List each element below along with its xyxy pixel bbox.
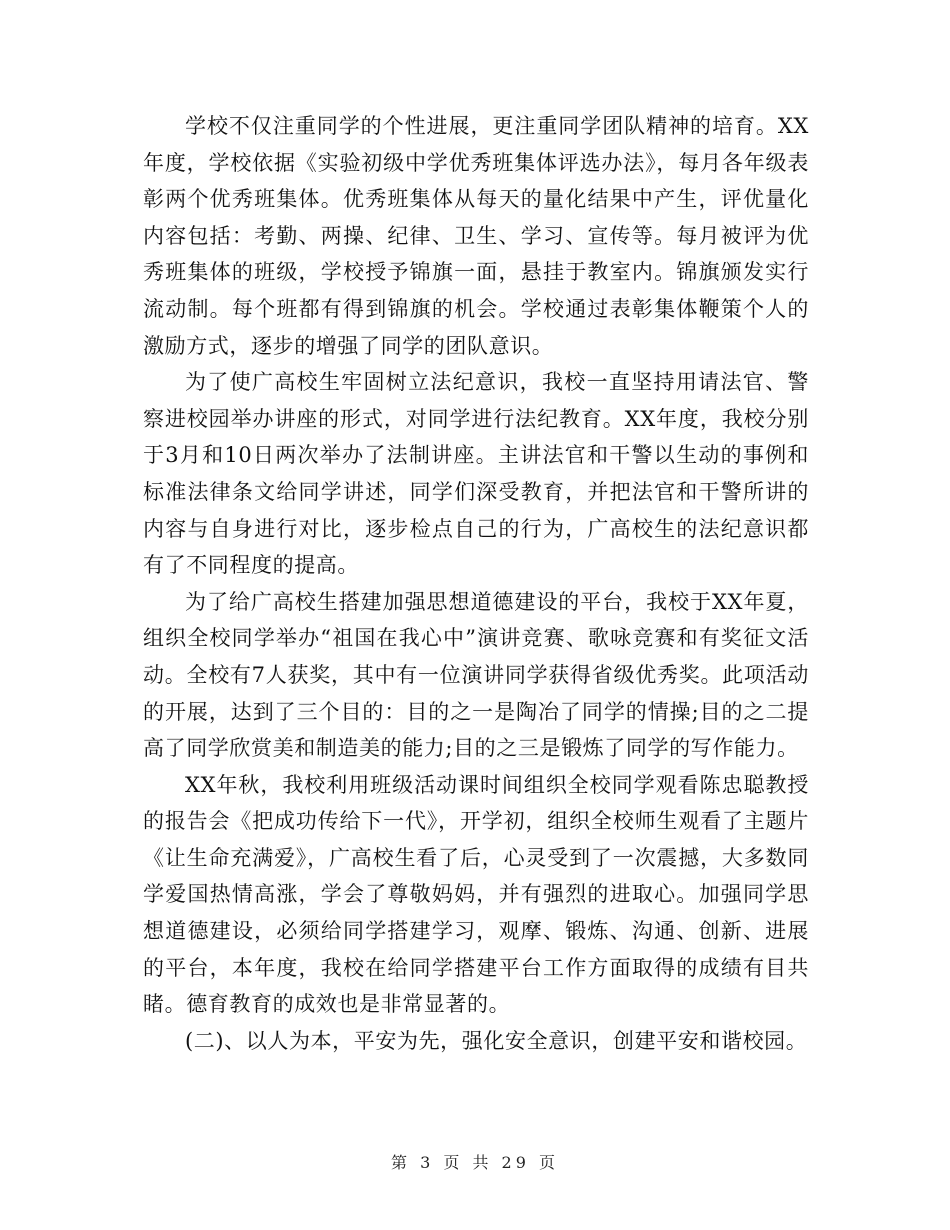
paragraph-moral-platform: 为了给广高校生搭建加强思想道德建设的平台，我校于XX年夏，组织全校同学举办“祖国在我心中”演讲竞赛、歌咏竞赛和有奖征文活动。全校有7人获奖，其中有一位演讲同学获得省级优秀奖。此项活动的开展，达到了三个目的：目的之一是陶冶了同学的情操;目的之二提高了同学欣赏美和制造美的能力;目的之三是锻炼了同学的写作能力。 [143,589,809,761]
paragraph-autumn-activities: XX年秋，我校利用班级活动课时间组织全校同学观看陈忠聪教授的报告会《把成功传给下一代》，开学初，组织全校师生观看了主题片《让生命充满爱》，广高校生看了后，心灵受到了一次震撼，大多数同学爱国热情高涨，学会了尊敬妈妈，并有强烈的进取心。加强同学思想道德建设，必须给同学搭建学习，观摩、锻炼、沟通、创新、进展的平台，本年度，我校在给同学搭建平台工作方面取得的成绩有目共睹。德育教育的成效也是非常显著的。 [143,772,809,1017]
page-number-footer: 第 3 页 共 29 页 [391,1153,559,1172]
section-heading-safety: (二)、以人为本，平安为先，强化安全意识，创建平安和谐校园。 [185,1028,808,1053]
paragraph-team-spirit: 学校不仅注重同学的个性进展，更注重同学团队精神的培育。XX年度，学校依据《实验初级中学优秀班集体评选办法》，每月各年级表彰两个优秀班集体。优秀班集体从每天的量化结果中产生，评优量化内容包括：考勤、两操、纪律、卫生、学习、宣传等。每月被评为优秀班集体的班级，学校授予锦旗一面，悬挂于教室内。锦旗颁发实行流动制。每个班都有得到锦旗的机会。学校通过表彰集体鞭策个人的激励方式，逐步的增强了同学的团队意识。 [143,114,809,358]
paragraph-legal-education: 为了使广高校生牢固树立法纪意识，我校一直坚持用请法官、警察进校园举办讲座的形式，对同学进行法纪教育。XX年度，我校分别于3月和10日两次举办了法制讲座。主讲法官和干警以生动的事例和标准法律条文给同学讲述，同学们深受教育，并把法官和干警所讲的内容与自身进行对比，逐步检点自己的行为，广高校生的法纪意识都有了不同程度的提高。 [143,370,809,578]
document-body [143,108,809,1059]
